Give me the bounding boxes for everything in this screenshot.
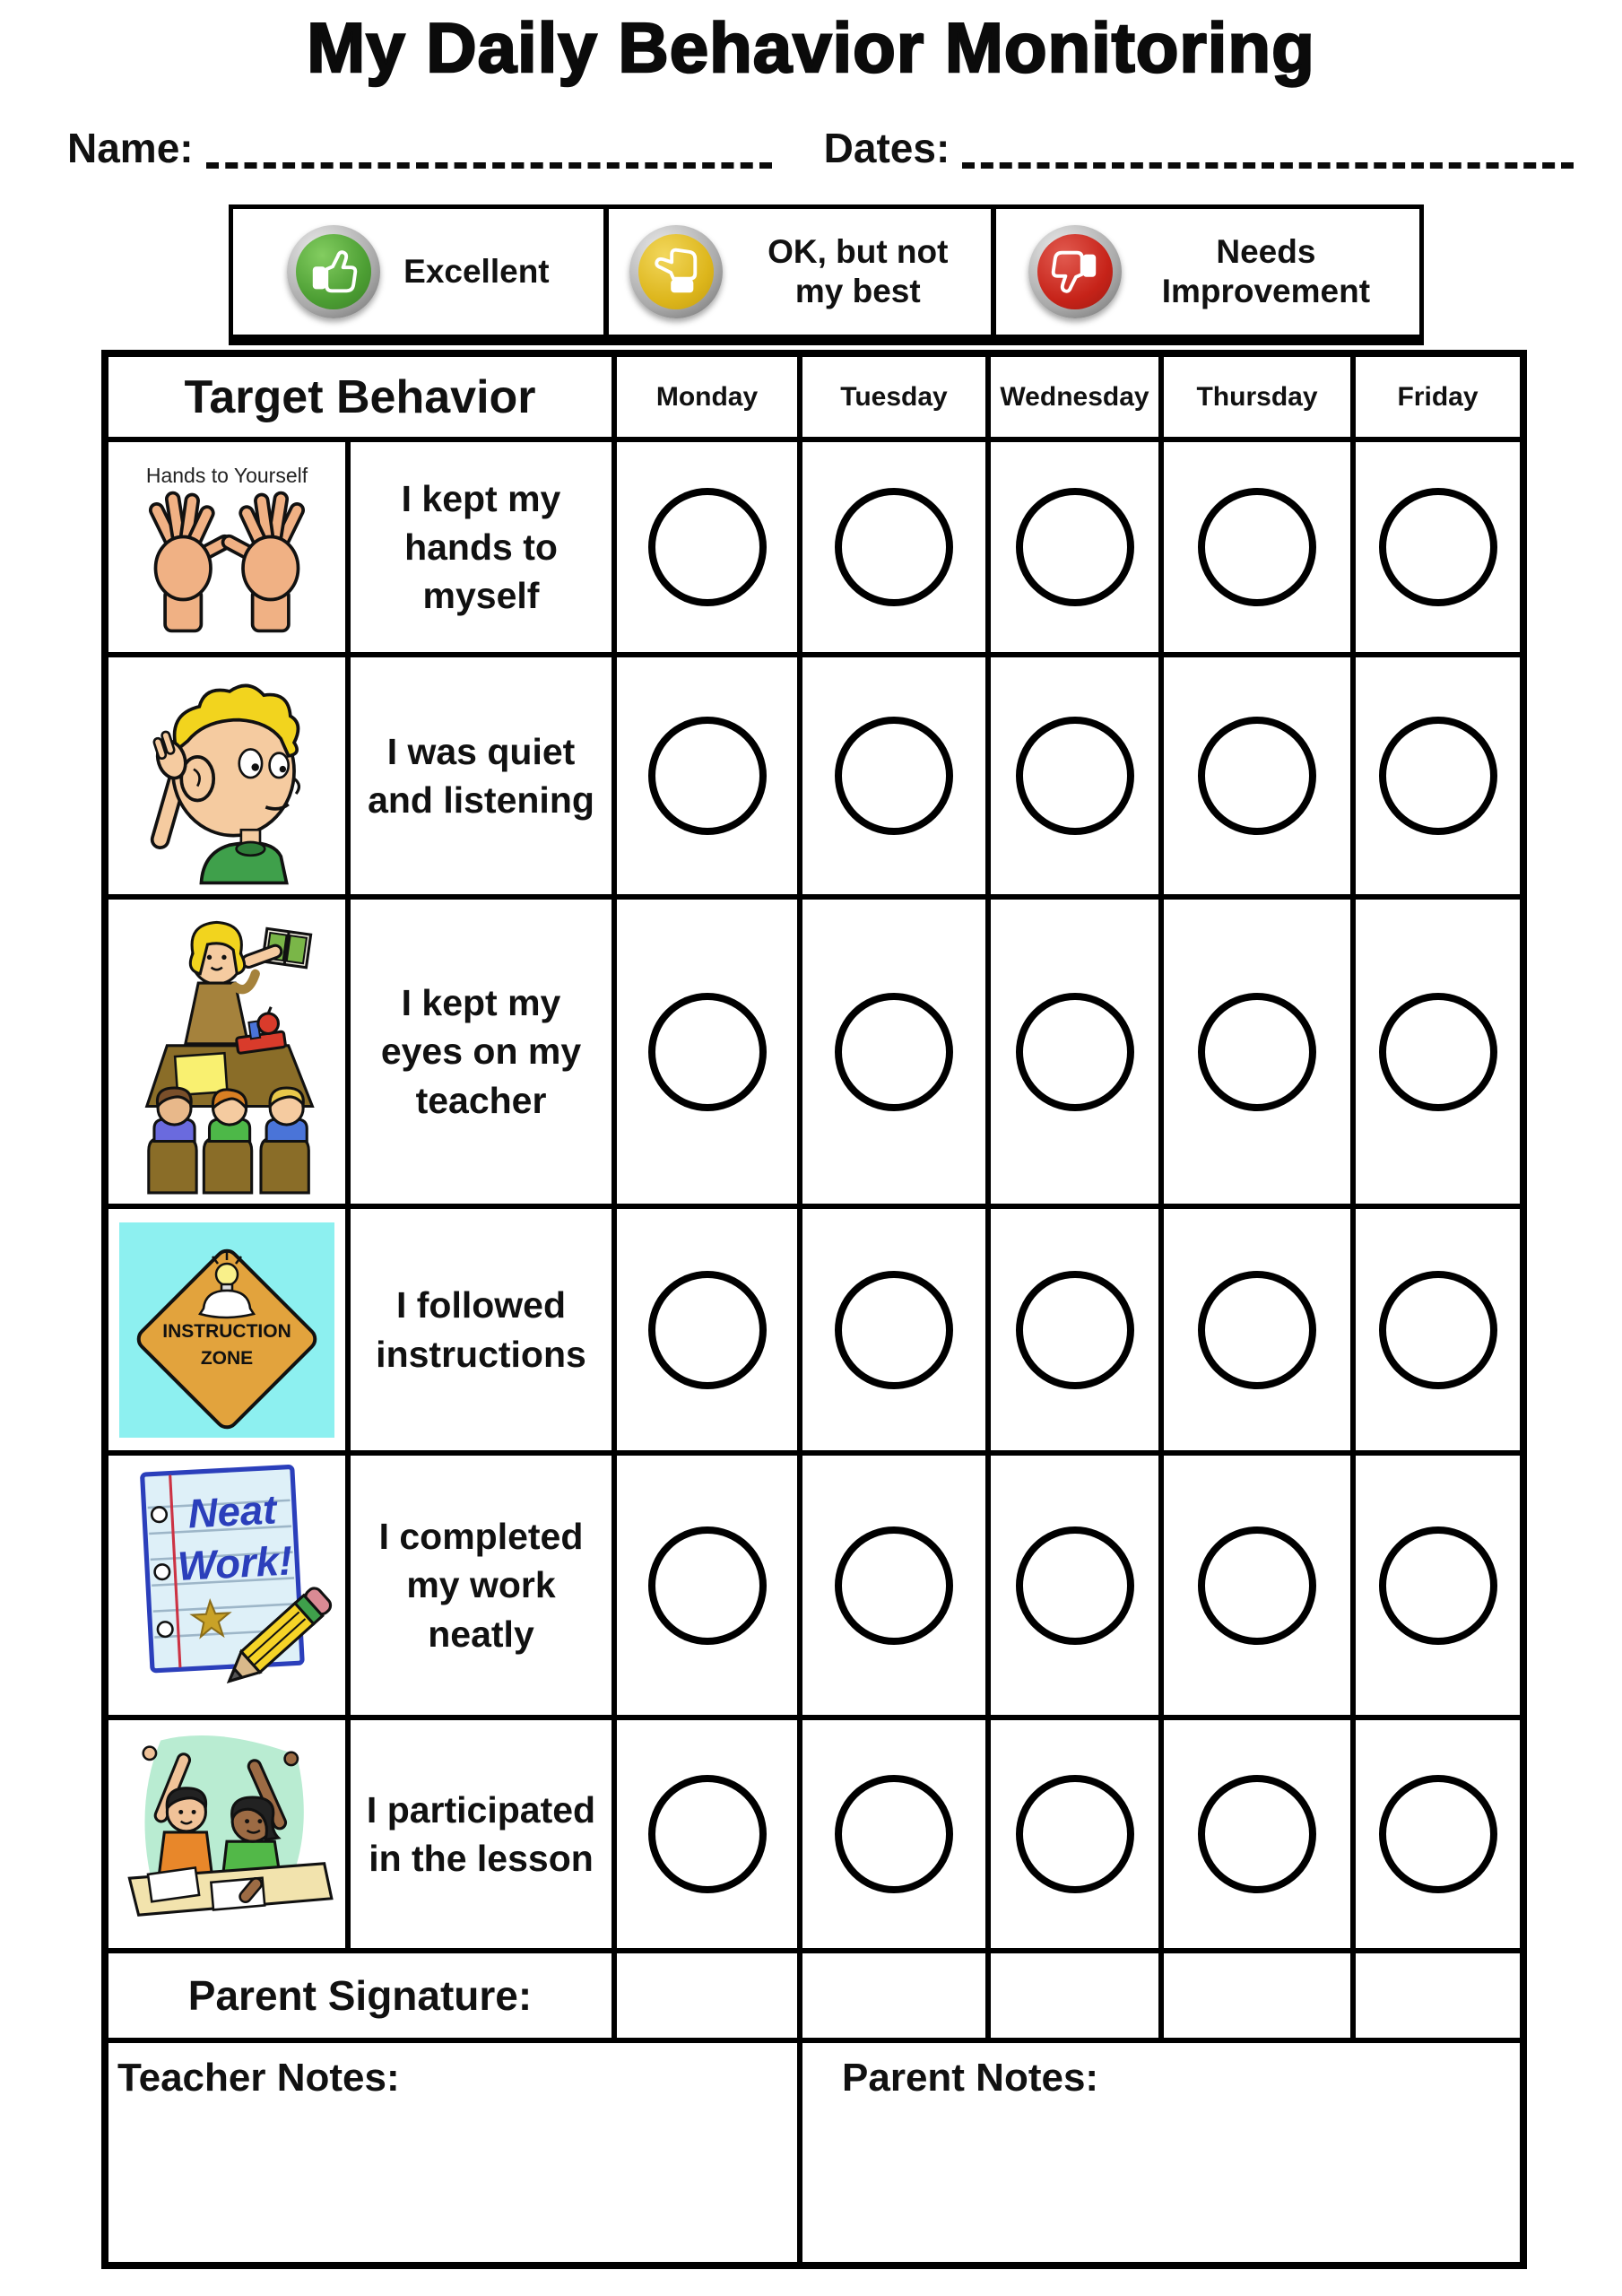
rating-circle[interactable] — [835, 488, 953, 606]
rating-circle[interactable] — [648, 993, 767, 1111]
rating-cell-monday[interactable] — [614, 897, 800, 1206]
rating-circle[interactable] — [835, 1775, 953, 1893]
column-header-wednesday: Wednesday — [988, 354, 1161, 439]
rating-cell-tuesday[interactable] — [800, 1206, 988, 1453]
rating-cell-wednesday[interactable] — [988, 1206, 1161, 1453]
rating-cell-wednesday[interactable] — [988, 1718, 1161, 1951]
signature-cell-tuesday[interactable] — [800, 1951, 988, 2040]
svg-text:Work!: Work! — [176, 1537, 294, 1590]
legend-item-ok — [603, 209, 996, 335]
rating-cell-monday[interactable] — [614, 1453, 800, 1718]
rating-cell-thursday[interactable] — [1161, 1453, 1353, 1718]
signature-cell-monday[interactable] — [614, 1951, 800, 2040]
hands-to-yourself-illustration — [106, 439, 348, 655]
hands-caption: Hands to Yourself — [145, 463, 308, 487]
rating-cell-wednesday[interactable] — [988, 439, 1161, 655]
rating-circle[interactable] — [648, 488, 767, 606]
rating-circle[interactable] — [1198, 1775, 1316, 1893]
behavior-text: I was quiet and listening — [348, 655, 614, 897]
legend-label: OK, but not my best — [768, 232, 949, 309]
hands-icon — [132, 488, 322, 633]
rating-circle[interactable] — [1198, 717, 1316, 835]
teacher-notes-area[interactable]: Teacher Notes: — [106, 2040, 800, 2265]
rating-circle[interactable] — [1198, 1271, 1316, 1389]
signature-cell-thursday[interactable] — [1161, 1951, 1353, 2040]
rating-cell-friday[interactable] — [1353, 439, 1522, 655]
rating-cell-thursday[interactable] — [1161, 897, 1353, 1206]
rating-cell-thursday[interactable] — [1161, 655, 1353, 897]
raising-hands-icon — [117, 1724, 337, 1944]
behavior-text: I participated in the lesson — [348, 1718, 614, 1951]
rating-cell-monday[interactable] — [614, 439, 800, 655]
instruction-zone-sign-illustration — [106, 1206, 348, 1453]
column-header-friday: Friday — [1353, 354, 1522, 439]
rating-circle[interactable] — [1016, 1271, 1134, 1389]
rating-cell-monday[interactable] — [614, 1206, 800, 1453]
thumbs-down-icon — [1028, 225, 1122, 318]
teacher-class-icon — [121, 909, 333, 1195]
signature-cell-friday[interactable] — [1353, 1951, 1522, 2040]
dates-input-line[interactable] — [962, 128, 1574, 169]
column-header-target-behavior: Target Behavior — [106, 354, 614, 439]
parent-notes-area[interactable]: Parent Notes: — [800, 2040, 1522, 2265]
rating-circle[interactable] — [1379, 717, 1497, 835]
signature-cell-wednesday[interactable] — [988, 1951, 1161, 2040]
rating-cell-friday[interactable] — [1353, 1206, 1522, 1453]
legend-item-needs-improvement — [996, 209, 1419, 335]
rating-cell-friday[interactable] — [1353, 655, 1522, 897]
rating-cell-friday[interactable] — [1353, 1718, 1522, 1951]
rating-circle[interactable] — [1198, 1526, 1316, 1645]
rating-circle[interactable] — [835, 993, 953, 1111]
rating-circle[interactable] — [1379, 1526, 1497, 1645]
rating-cell-wednesday[interactable] — [988, 655, 1161, 897]
thumbs-up-icon — [287, 225, 380, 318]
behavior-text: I followed instructions — [348, 1206, 614, 1453]
column-header-thursday: Thursday — [1161, 354, 1353, 439]
rating-cell-monday[interactable] — [614, 655, 800, 897]
rating-circle[interactable] — [835, 1526, 953, 1645]
rating-cell-friday[interactable] — [1353, 897, 1522, 1206]
behavior-table — [101, 350, 1527, 2269]
rating-cell-tuesday[interactable] — [800, 1453, 988, 1718]
listening-boy-illustration — [106, 655, 348, 897]
rating-circle[interactable] — [1016, 1526, 1134, 1645]
neat-work-illustration — [106, 1453, 348, 1718]
rating-legend — [229, 204, 1424, 345]
rating-circle[interactable] — [1198, 993, 1316, 1111]
behavior-text: I completed my work neatly — [348, 1453, 614, 1718]
teacher-class-illustration — [106, 897, 348, 1206]
rating-circle[interactable] — [1016, 1775, 1134, 1893]
dates-label: Dates: — [823, 125, 950, 171]
column-header-monday: Monday — [614, 354, 800, 439]
svg-text:INSTRUCTION: INSTRUCTION — [162, 1320, 291, 1342]
rating-cell-tuesday[interactable] — [800, 655, 988, 897]
rating-cell-tuesday[interactable] — [800, 897, 988, 1206]
rating-cell-thursday[interactable] — [1161, 1718, 1353, 1951]
rating-circle[interactable] — [648, 717, 767, 835]
svg-text:ZONE: ZONE — [200, 1347, 254, 1369]
page-title: My Daily Behavior Monitoring — [307, 8, 1315, 87]
column-header-tuesday: Tuesday — [800, 354, 988, 439]
rating-cell-tuesday[interactable] — [800, 1718, 988, 1951]
rating-circle[interactable] — [1379, 1775, 1497, 1893]
rating-circle[interactable] — [648, 1526, 767, 1645]
rating-circle[interactable] — [648, 1271, 767, 1389]
rating-circle[interactable] — [835, 1271, 953, 1389]
behavior-text: I kept my hands to myself — [348, 439, 614, 655]
legend-label: Excellent — [403, 252, 550, 290]
rating-cell-monday[interactable] — [614, 1718, 800, 1951]
thumb-sideways-icon — [629, 225, 723, 318]
name-dates-row — [67, 127, 1574, 169]
rating-cell-thursday[interactable] — [1161, 1206, 1353, 1453]
parent-signature-label: Parent Signature: — [106, 1951, 614, 2040]
rating-circle[interactable] — [648, 1775, 767, 1893]
svg-text:Neat: Neat — [186, 1486, 278, 1537]
rating-circle[interactable] — [1016, 993, 1134, 1111]
rating-circle[interactable] — [1379, 993, 1497, 1111]
legend-label: Needs Improvement — [1161, 232, 1371, 309]
neat-work-icon — [119, 1459, 334, 1711]
legend-item-excellent — [233, 209, 603, 335]
instruction-zone-icon — [119, 1222, 334, 1438]
rating-circle[interactable] — [1016, 717, 1134, 835]
rating-cell-tuesday[interactable] — [800, 439, 988, 655]
rating-cell-thursday[interactable] — [1161, 439, 1353, 655]
rating-circle[interactable] — [1379, 488, 1497, 606]
rating-cell-wednesday[interactable] — [988, 897, 1161, 1206]
raising-hands-illustration — [106, 1718, 348, 1951]
rating-circle[interactable] — [835, 717, 953, 835]
name-label: Name: — [67, 125, 194, 171]
rating-circle[interactable] — [1379, 1271, 1497, 1389]
rating-circle[interactable] — [1198, 488, 1316, 606]
name-input-line[interactable] — [206, 128, 772, 169]
rating-circle[interactable] — [1016, 488, 1134, 606]
listening-boy-icon — [127, 665, 326, 887]
behavior-text: I kept my eyes on my teacher — [348, 897, 614, 1206]
rating-cell-wednesday[interactable] — [988, 1453, 1161, 1718]
rating-cell-friday[interactable] — [1353, 1453, 1522, 1718]
